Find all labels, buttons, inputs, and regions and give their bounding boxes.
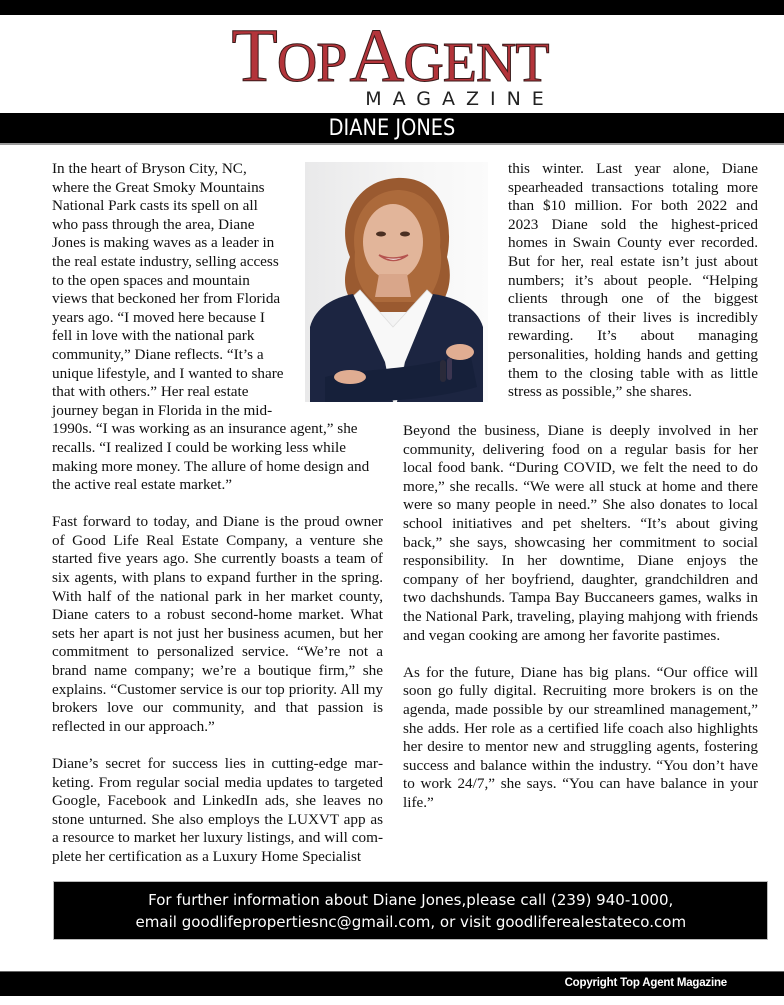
logo-letters-gent: GENT [403, 32, 549, 94]
article-paragraph: Fast forward to today, and Diane is the proud owner of Good Life Real Estate Company, a venture she started five years ago. She currently boasts a team of six agents, with plans to expand further in the spring. With half of the national park in her market county, Diane caters to a robust second-home market. What sets her apart is not just her business acumen, but her commitment to personalized service. “We’re not a brand name company; we’re a boutique firm,” she explains. “Customer service is our top priority. All my brokers love our community, and that passion is reflected in our approach.” [52, 513, 383, 735]
eye-left [376, 232, 386, 237]
logo-letters-op: OP [276, 32, 347, 94]
bracelet [440, 360, 446, 382]
contact-line-phone: For further information about Diane Jones,please call (239) 940-1000, [147, 890, 674, 909]
agent-name-banner [0, 113, 784, 145]
eye-right [400, 232, 410, 237]
magazine-logo [180, 14, 600, 110]
article-paragraph: In the heart of Bryson City, NC, where the Great Smoky Mountains National Park casts its spell on all who pass through the area, Diane Jones is making waves as a leader in the real estate industry, selling access to the open spaces and mountain views that beckoned her from Florida years ago. “I moved here because I fell in love with the national park community,” Diane reflects. “It’s a unique lifestyle, and I wanted to share that with others.” Her real estate journey began in Florida in the mid-1990s. “I was working as an [52, 160, 284, 438]
neck-shape [375, 274, 411, 297]
article-column-left [52, 160, 383, 867]
agent-name: DIANE JONES [328, 115, 456, 141]
article-paragraph: Diane’s secret for success lies in cutting-edge marketing. From regular social media updates to targeted Google, Facebook and LinkedIn ads, she leaves no stone unturned. She also employs the LUXVT app as a resource to market her luxury listings, and will complete her certification as a Luxury Home Specialist [52, 755, 383, 865]
logo-letter-t: T [231, 14, 277, 98]
logo-wordmark [180, 14, 600, 98]
footer-bar [0, 971, 784, 996]
article-paragraph: insurance agent,” she recalls. “I realized I could be working less while making more money. The allure of home design and the active real estate market.” [52, 420, 370, 494]
top-bar [0, 0, 784, 15]
hand-left [334, 370, 366, 384]
contact-info-box [53, 881, 768, 940]
article-paragraph: As for the future, Diane has big plans. “Our office will soon go fully digital. Recruiting more brokers is on the agenda, made possible by our streamlined management,” she adds. Her role as a certified life coach also highlights her desire to mentor new and struggling agents, fostering success and balance within the industry. “You don’t have to work 24/7,” she says. “You can have balance in your life.” [403, 663, 758, 811]
article-body [52, 160, 758, 867]
portrait-illustration [305, 162, 488, 402]
copyright-text: Copyright Top Agent Magazine [564, 977, 727, 989]
bracelet [447, 358, 452, 380]
hand-right [446, 344, 474, 360]
article-paragraph: this winter. Last year alone, Diane spearheaded transactions totaling more than $10 million. For both 2022 and 2023 Diane sold the highest-priced homes in Swain County ever recorded. But for her, real estate isn’t just about numbers; it’s about people. “Helping clients through one of the biggest transactions of their lives is incredibly rewarding. It’s about managing personalities, holding hands and getting them to the closing table with as little stress as possible,” she shares. [508, 160, 758, 401]
face-shape [363, 204, 423, 280]
agent-portrait-photo [305, 162, 488, 402]
article-paragraph: Beyond the business, Diane is deeply involved in her community, delivering food on a regular basis for her local food bank. “During COVID, we felt the need to do more,” she recalls. “We were all stuck at home and there were so many people in need.” She also donates to local school initiatives and pet shelters. “It’s about giving back,” she says, showcasing her commitment to social responsibility. In her downtime, Diane enjoys the company of her boyfriend, daughter, grandchildren and two dachshunds. Tampa Bay Buccaneers games, walks in the National Park, traveling, playing mahjong with friends and vegan cooking are among her favorite pastimes. [403, 422, 758, 644]
logo-letter-a: A [349, 14, 404, 98]
contact-line-email-web: email goodlifepropertiesnc@gmail.com, or visit goodliferealestateco.com [135, 912, 686, 931]
logo-subtitle: MAGAZINE [365, 88, 555, 110]
